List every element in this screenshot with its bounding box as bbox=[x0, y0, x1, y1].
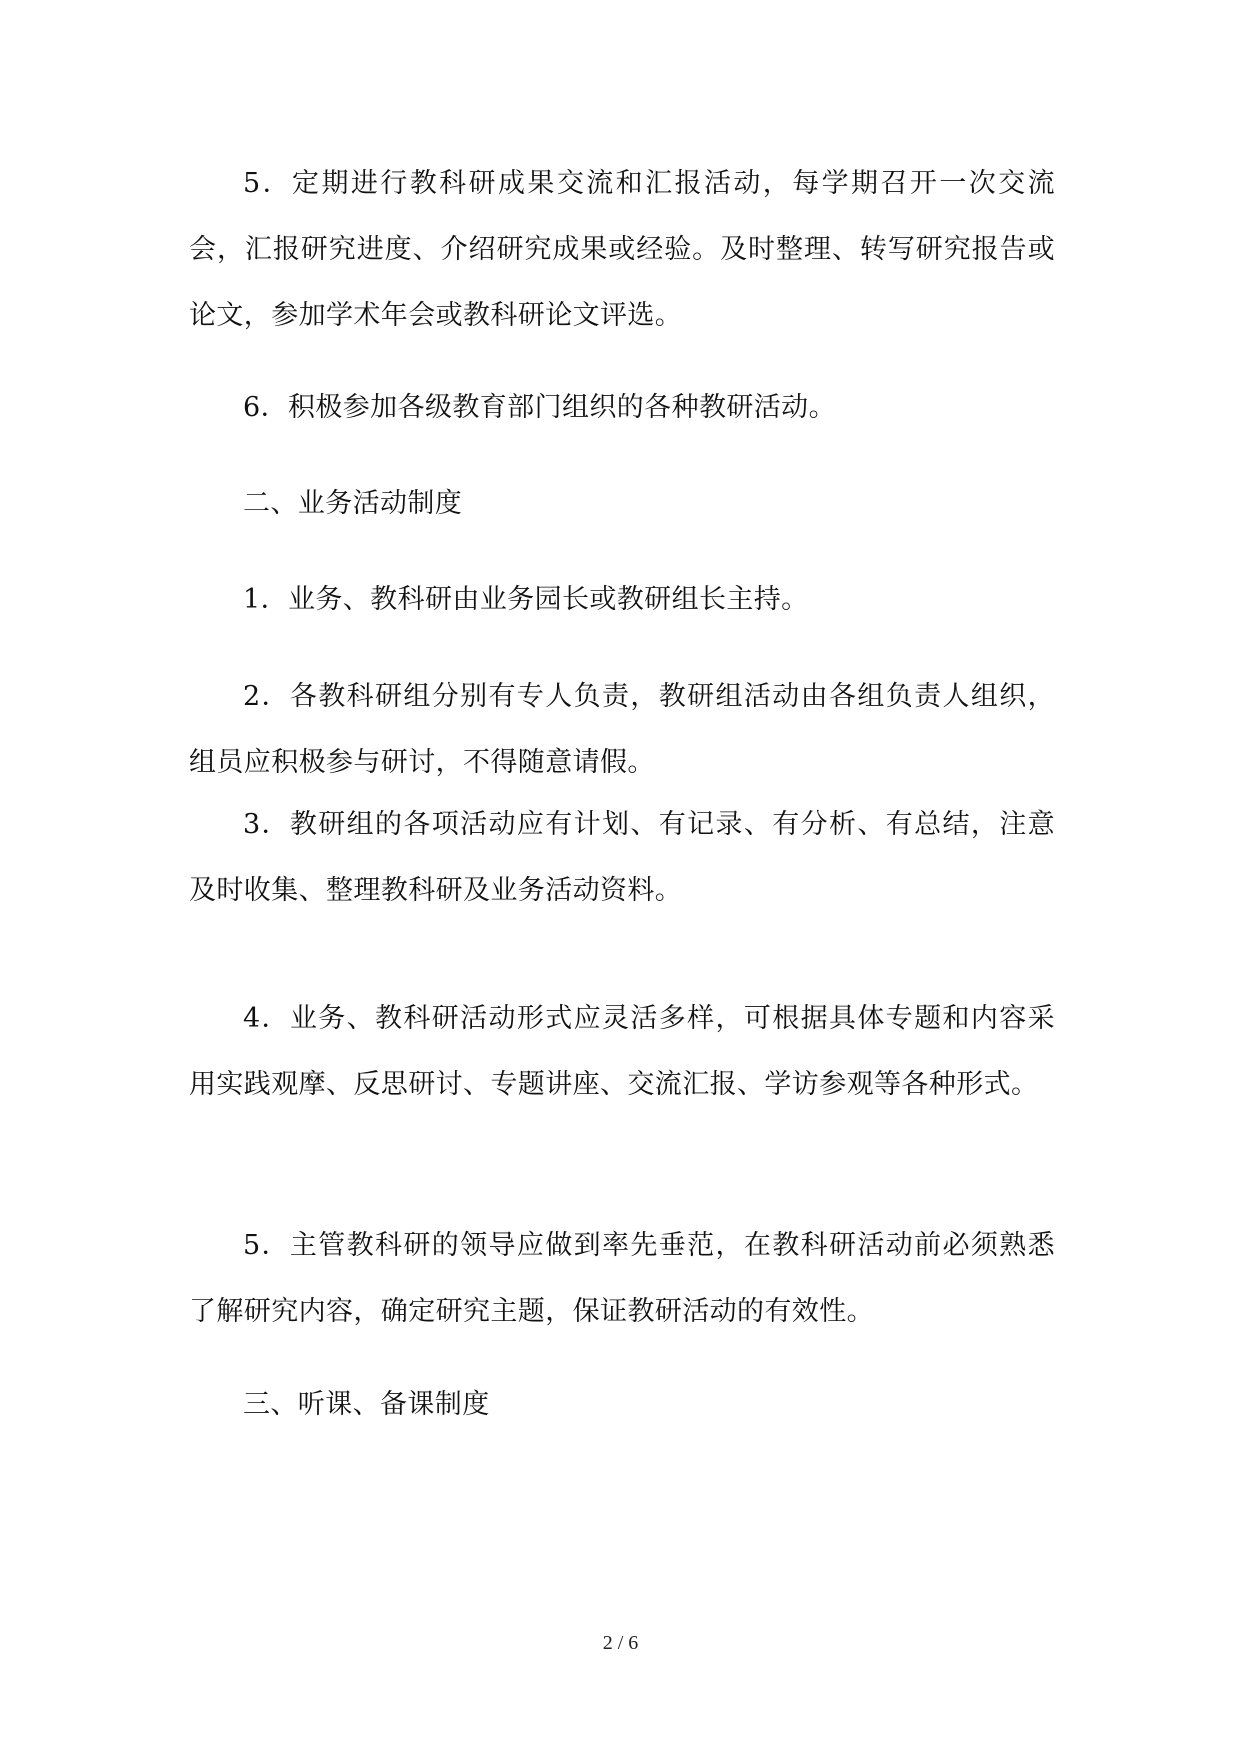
paragraph-activity-forms: 4．业务、教科研活动形式应灵活多样，可根据具体专题和内容采用实践观摩、反思研讨、专题讲座、交流汇报、学访参观等各种形式。 bbox=[189, 1003, 1055, 1100]
paragraph-group-responsibility: 2．各教科研组分别有专人负责，教研组活动由各组负责人组织，组员应积极参与研讨，不得随意请假。 bbox=[189, 681, 1055, 778]
section-heading-business-activities: 二、业务活动制度 bbox=[243, 488, 463, 519]
page-number: 2 / 6 bbox=[602, 1632, 639, 1654]
paragraph-leadership: 5．主管教科研的领导应做到率先垂范，在教科研活动前必须熟悉了解研究内容，确定研究主题，保证教研活动的有效性。 bbox=[189, 1230, 1055, 1327]
paragraph-achievement-exchange: 5．定期进行教科研成果交流和汇报活动，每学期召开一次交流会，汇报研究进度、介绍研究成果或经验。及时整理、转写研究报告或论文，参加学术年会或教科研论文评选。 bbox=[189, 168, 1055, 331]
paragraph-activity-records: 3．教研组的各项活动应有计划、有记录、有分析、有总结，注意及时收集、整理教科研及业务活动资料。 bbox=[189, 809, 1055, 906]
section-heading-lesson-observation: 三、听课、备课制度 bbox=[243, 1389, 490, 1420]
paragraph-hosting: 1．业务、教科研由业务园长或教研组长主持。 bbox=[243, 584, 809, 615]
paragraph-participate-activities: 6．积极参加各级教育部门组织的各种教研活动。 bbox=[243, 392, 836, 423]
